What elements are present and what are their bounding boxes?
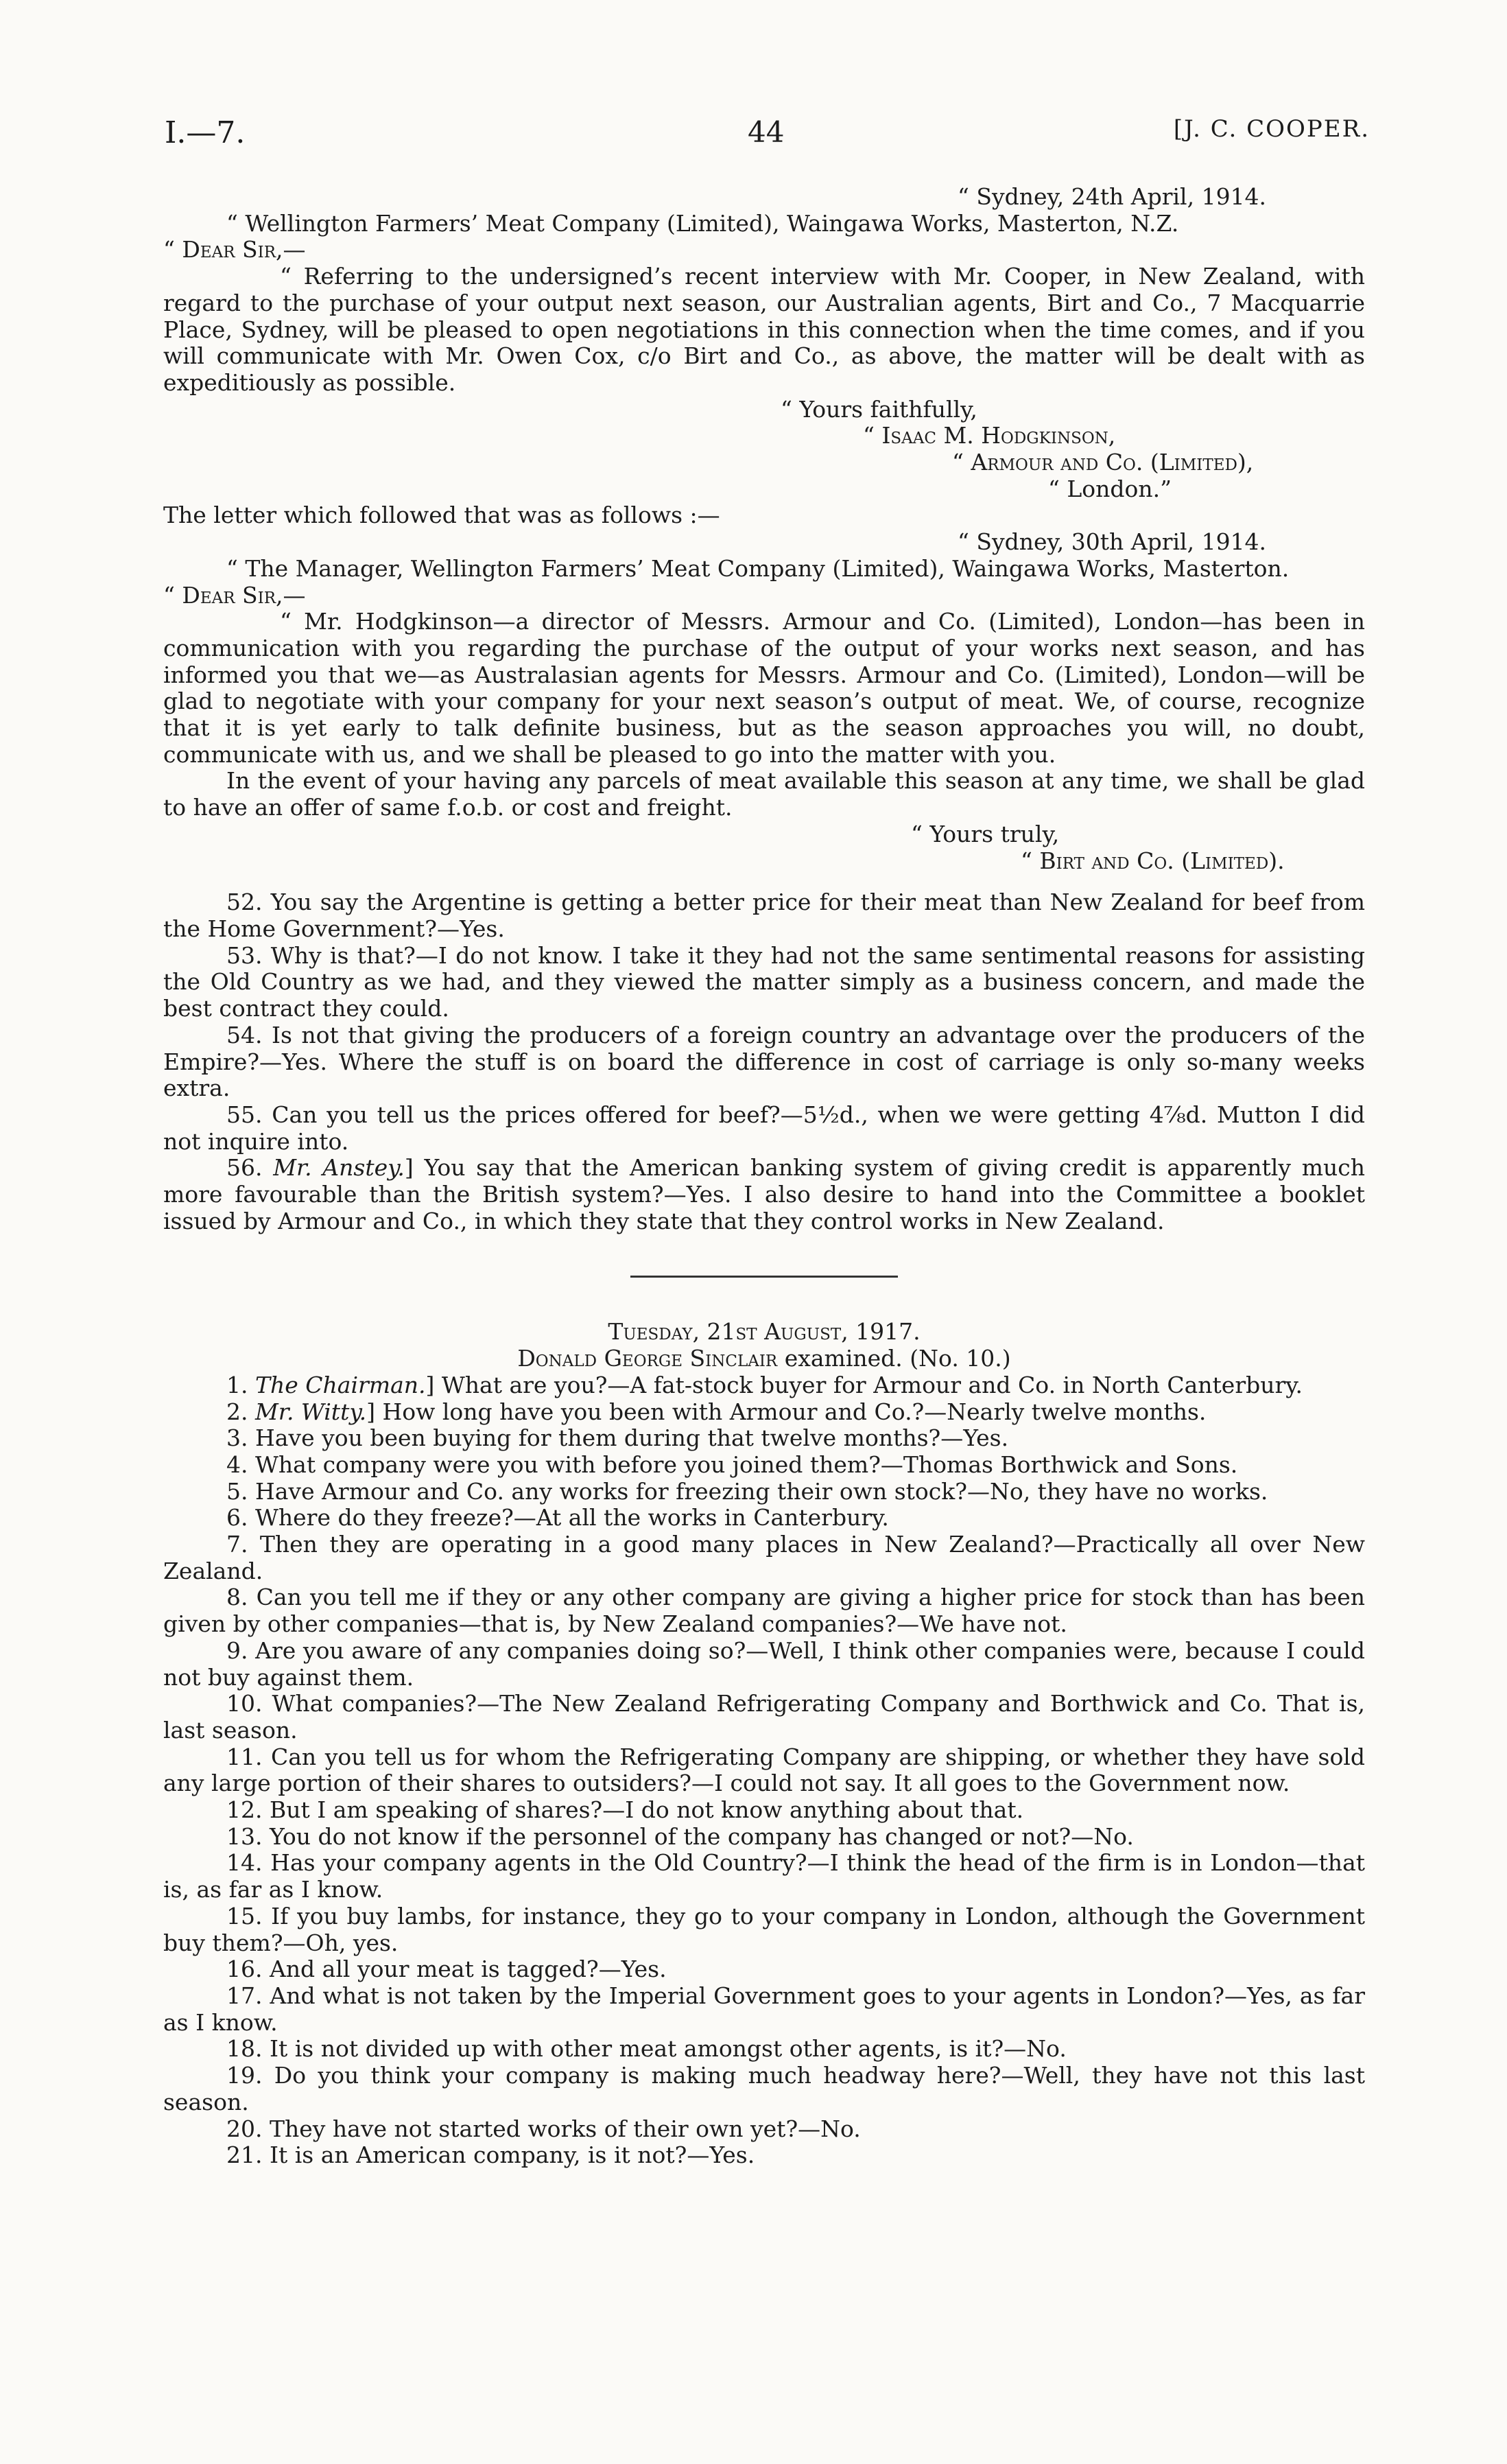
question-2 <box>163 1399 1365 1426</box>
question-9: 9. Are you aware of any companies doing so?—Well, I think other companies were, because I could not buy against them. <box>163 1636 1365 1691</box>
speaker-name: Mr. Anstey. <box>273 1154 405 1182</box>
question-55: 55. Can you tell us the prices offered for beef?—5½d., when we were getting 4⅞d. Mutton I did not inquire into. <box>163 1101 1365 1155</box>
question-16: 16. And all your meat is tagged?—Yes. <box>226 1956 667 1983</box>
question-6: 6. Where do they freeze?—At all the works in Canterbury. <box>226 1504 889 1532</box>
letter1-signature-place: “ London.” <box>1048 475 1172 502</box>
question-12: 12. But I am speaking of shares?—I do not know anything about that. <box>226 1796 1024 1824</box>
question-text: ] What are you?—A fat-stock buyer for Armour and Co. in North Canterbury. <box>425 1371 1303 1398</box>
letter1-date: “ Sydney, 24th April, 1914. <box>958 183 1267 210</box>
spacer <box>163 874 1365 889</box>
session-date: Tuesday, 21st August, 1917. <box>608 1318 921 1346</box>
letter2-body-1: “ Mr. Hodgkinson—a director of Messrs. Armour and Co. (Limited), London—has been in communication with you regarding the purchase of the output of your works next season, and has informed you that we—as Australasian agents for Messrs. Armour and Co. (Limited), London—will be glad to negotiate with your company for your next season’s output of meat. We, of course, recognize that it is yet early to talk definite business, but as the season approaches you will, no doubt, communicate with us, and we shall be pleased to go into the matter with you. <box>163 608 1365 768</box>
spacer <box>163 1234 1365 1276</box>
question-text: ] You say that the American banking system of giving credit is apparently much more favourable than the British system?—Yes. I also desire to hand into the Committee a booklet issued by Armour and Co., in which they state that they control works in New Zealand. <box>163 1154 1365 1234</box>
transition-text: The letter which followed that was as follows :— <box>163 502 720 529</box>
question-21: 21. It is an American company, is it not?—Yes. <box>226 2142 755 2169</box>
question-52: 52. You say the Argentine is getting a better price for their meat than New Zealand for beef from the Home Government?—Yes. <box>163 889 1365 942</box>
letter1-addressee: “ Wellington Farmers’ Meat Company (Limited), Waingawa Works, Masterton, N.Z. <box>226 209 1179 237</box>
letter2-body-2: In the event of your having any parcels of meat available this season at any time, we shall be glad to have an offer of same f.o.b. or cost and freight. <box>163 767 1365 821</box>
question-4: 4. What company were you with before you joined them?—Thomas Borthwick and Sons. <box>226 1451 1238 1478</box>
question-1 <box>163 1372 1365 1399</box>
document-body <box>163 184 1365 2169</box>
question-14: 14. Has your company agents in the Old Country?—I think the head of the firm is in London—that is, as far as I know. <box>163 1849 1365 1903</box>
question-8: 8. Can you tell me if they or any other company are giving a higher price for stock than has been given by other companies—that is, by New Zealand companies?—We have not. <box>163 1584 1365 1638</box>
letter2-closing: “ Yours truly, <box>911 820 1060 847</box>
question-3: 3. Have you been buying for them during that twelve months?—Yes. <box>226 1424 1009 1452</box>
witness-name: Donald George Sinclair <box>517 1345 778 1372</box>
question-15: 15. If you buy lambs, for instance, they go to your company in London, although the Government buy them?—Oh, yes. <box>163 1902 1365 1956</box>
question-56 <box>163 1155 1365 1234</box>
letter2-signature-company: “ Birt and Co. (Limited). <box>1021 847 1285 874</box>
question-13: 13. You do not know if the personnel of the company has changed or not?—No. <box>226 1822 1134 1850</box>
examined-label: examined. (No. 10.) <box>777 1345 1011 1372</box>
question-20: 20. They have not started works of their own yet?—No. <box>226 2115 861 2142</box>
document-code: I.—7. <box>165 115 246 150</box>
spacer <box>163 1278 1365 1319</box>
letter1-signature-company: “ Armour and Co. (Limited), <box>952 449 1254 476</box>
page-header <box>165 115 1370 156</box>
letter1-closing: “ Yours faithfully, <box>781 395 977 423</box>
speaker-name: The Chairman. <box>255 1371 426 1398</box>
question-54: 54. Is not that giving the producers of a foreign country an advantage over the producers of the Empire?—Yes. Where the stuff is on board the difference in cost of carriage is only so-many weeks extra. <box>163 1021 1365 1102</box>
question-10: 10. What companies?—The New Zealand Refrigerating Company and Borthwick and Co. That is, last season. <box>163 1690 1365 1744</box>
letter1-salutation: “ Dear Sir,— <box>163 236 306 263</box>
question-number: 1. <box>226 1371 248 1398</box>
question-5: 5. Have Armour and Co. any works for freezing their own stock?—No, they have no works. <box>226 1477 1268 1505</box>
letter2-addressee: “ The Manager, Wellington Farmers’ Meat Company (Limited), Waingawa Works, Masterton. <box>226 554 1290 582</box>
speaker-name: Mr. Witty. <box>255 1398 367 1425</box>
question-17: 17. And what is not taken by the Imperial Government goes to your agents in London?—Yes, as far as I know. <box>163 1982 1365 2036</box>
question-19: 19. Do you think your company is making much headway here?—Well, they have not this last season. <box>163 2062 1365 2115</box>
page-number: 44 <box>748 115 785 149</box>
question-text: ] How long have you been with Armour and Co.?—Nearly twelve months. <box>366 1398 1207 1425</box>
question-number: 2. <box>226 1398 248 1425</box>
letter1-signature-name: “ Isaac M. Hodgkinson, <box>863 422 1116 449</box>
question-7: 7. Then they are operating in a good many places in New Zealand?—Practically all over New Zealand. <box>163 1531 1365 1584</box>
question-11: 11. Can you tell us for whom the Refrigerating Company are shipping, or whether they have sold any large portion of their shares to outsiders?—I could not say. It all goes to the Government now. <box>163 1743 1365 1797</box>
witness-reference: [J. C. COOPER. <box>1173 115 1370 143</box>
question-number: 56. <box>226 1154 263 1182</box>
letter2-salutation: “ Dear Sir,— <box>163 581 306 609</box>
letter1-body: “ Referring to the undersigned’s recent interview with Mr. Cooper, in New Zealand, with regard to the purchase of your output next season, our Australian agents, Birt and Co., 7 Macquarrie Place, Sydney, will be pleased to open negotiations in this connection when the time comes, and if you will communicate with Mr. Owen Cox, c/o Birt and Co., as above, the matter will be dealt with as expeditiously as possible. <box>163 263 1365 396</box>
question-53: 53. Why is that?—I do not know. I take it they had not the same sentimental reasons for assisting the Old Country as we had, and they viewed the matter simply as a business concern, and made the best contract they could. <box>163 941 1365 1022</box>
witness-heading <box>163 1346 1365 1372</box>
letter2-date: “ Sydney, 30th April, 1914. <box>958 528 1267 556</box>
question-18: 18. It is not divided up with other meat amongst other agents, is it?—No. <box>226 2035 1067 2063</box>
